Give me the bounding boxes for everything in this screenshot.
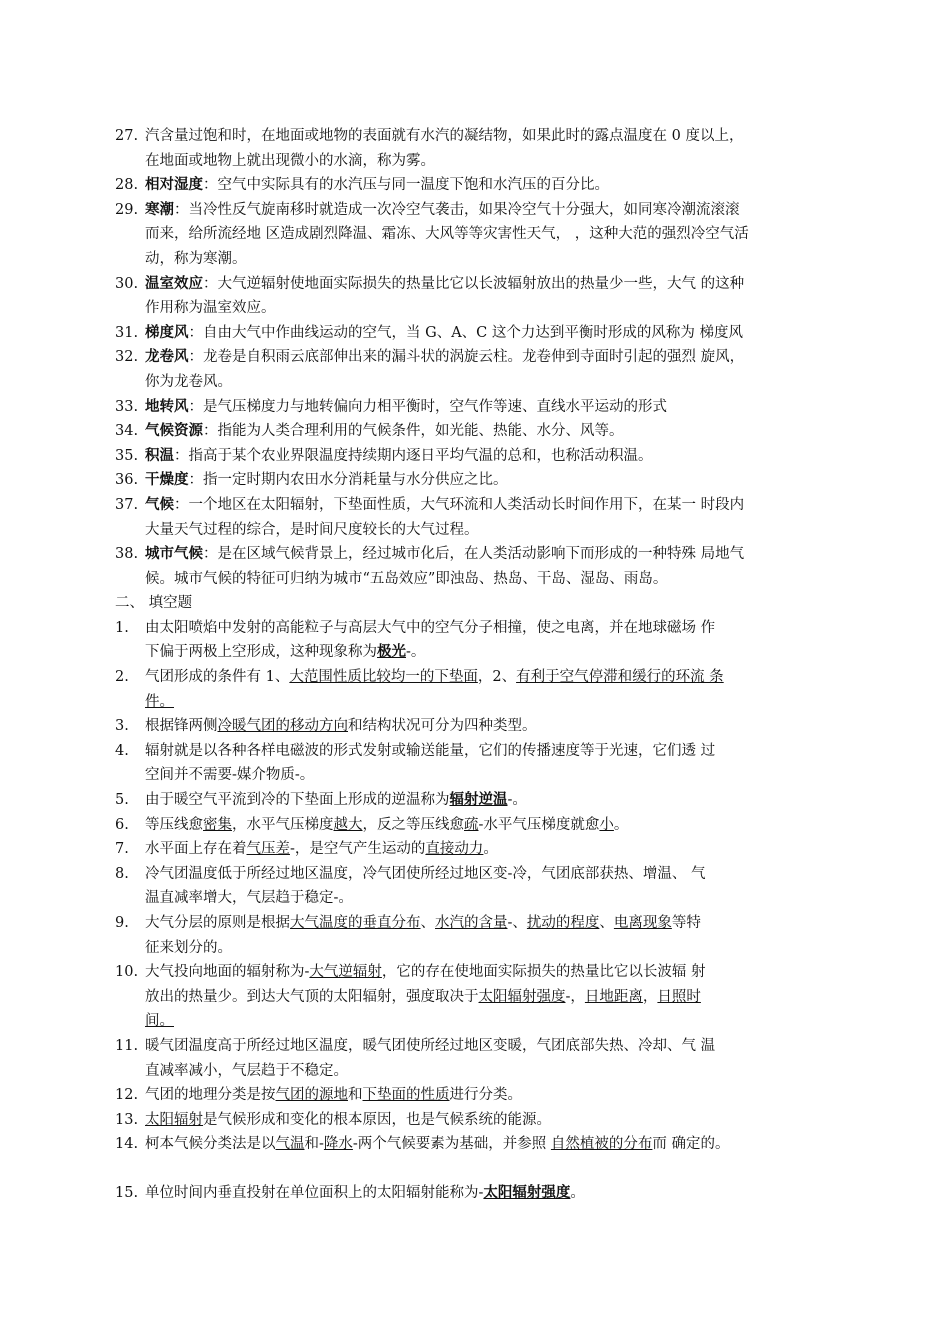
item-line — [145, 714, 855, 739]
body-text: 你为龙卷风。 — [145, 373, 232, 390]
item-line — [145, 149, 855, 174]
item-number: 11. — [115, 1037, 139, 1054]
item-number: 6. — [115, 816, 129, 833]
item-line — [145, 272, 855, 297]
item-number: 28. — [115, 177, 139, 194]
body-text: 空间并不需要-媒介物质-。 — [145, 767, 315, 784]
item-line — [145, 468, 855, 493]
fill-in-blank-item — [115, 1034, 855, 1083]
item-number: 12. — [115, 1087, 139, 1104]
term-label: 寒潮 — [145, 200, 174, 218]
item-line — [145, 788, 855, 813]
body-text: ：大气逆辐射使地面实际损失的热量比它以长波辐射放出的热量少一些，大气 的这种 — [203, 275, 745, 292]
body-text: 柯本气候分类法是以 — [145, 1136, 276, 1153]
item-number: 8. — [115, 865, 129, 882]
body-text: ：空气中实际具有的水汽压与同一温度下饱和水汽压的百分比。 — [203, 177, 609, 194]
item-number: 2. — [115, 669, 129, 686]
body-text: -两个气候要素为基础，并参照 — [352, 1136, 551, 1153]
body-text: ，水平气压梯度 — [232, 816, 334, 833]
fill-in-blank-item — [115, 1132, 855, 1157]
body-text: 等压线愈 — [145, 816, 203, 833]
item-number: 37. — [115, 496, 139, 513]
item-number: 5. — [115, 792, 129, 809]
answer-text: 太阳辐射 — [145, 1111, 203, 1128]
body-text: 冷气团温度低于所经过地区温度，冷气团使所经过地区变-冷，气团底部获热、增温、 气 — [145, 865, 706, 882]
body-text: 气团的地理分类是按 — [145, 1087, 276, 1104]
body-text: 作用称为温室效应。 — [145, 300, 276, 317]
body-text: 在地面或地物上就出现微小的水滴，称为雾。 — [145, 152, 435, 169]
body-text: ， — [642, 988, 658, 1005]
definition-item — [115, 395, 855, 420]
body-text: 暖气团温度高于所经过地区温度，暖气团使所经过地区变暖，气团底部失热、冷却、气 温 — [145, 1037, 716, 1054]
body-text: -。 — [507, 792, 527, 809]
body-text: 根据锋两侧 — [145, 718, 218, 735]
body-text: -水平气压梯度就愈 — [478, 816, 600, 833]
body-text: ：龙卷是自积雨云底部伸出来的漏斗状的涡旋云柱。龙卷伸到寺面时引起的强烈 旋风， — [188, 349, 745, 366]
item-line — [145, 395, 855, 420]
item-number: 13. — [115, 1111, 139, 1128]
term-label: 相对湿度 — [145, 176, 203, 194]
item-line — [145, 911, 855, 936]
item-line — [145, 862, 855, 887]
answer-text: 日照时 — [657, 988, 701, 1005]
body-text: 单位时间内垂直投射在单位面积上的太阳辐射能称为- — [145, 1184, 484, 1201]
fill-in-blanks-list — [115, 616, 855, 1206]
term-label: 干燥度 — [145, 471, 189, 489]
fill-in-blank-item — [115, 837, 855, 862]
item-line — [145, 690, 855, 715]
body-text: 。 — [483, 841, 498, 858]
answer-text: 降水 — [323, 1136, 353, 1153]
body-text: ：是在区域气候背景上，经过城市化后，在人类活动影响下而形成的一种特殊 局地气 — [203, 546, 745, 563]
answer-text: 大气温度的垂直分布 — [290, 915, 421, 931]
body-text: ：自由大气中作曲线运动的空气，当 G、A、C 这个力达到平衡时形成的风称为 梯度风 — [188, 324, 743, 341]
answer-text: 大范围性质比较均一的下垫面 — [289, 669, 478, 686]
fill-in-blank-item — [115, 862, 855, 911]
answer-text: 有利于空气停滞和缓行的环流 条 — [516, 669, 724, 686]
answer-text: 间。 — [145, 1013, 174, 1030]
body-text: 大气投向地面的辐射称为- — [145, 964, 310, 981]
item-number: 9. — [115, 915, 129, 931]
body-text: 进行分类。 — [449, 1087, 522, 1104]
item-line — [145, 763, 855, 788]
definition-item — [115, 542, 855, 591]
answer-text: 气团的源地 — [275, 1087, 348, 1104]
body-text: ：指一定时期内农田水分消耗量与水分供应之比。 — [188, 472, 508, 489]
item-number: 35. — [115, 447, 139, 464]
item-line — [145, 542, 855, 567]
body-text: 由于暖空气平流到冷的下垫面上形成的逆温称为 — [145, 792, 450, 809]
term-label: 城市气候 — [145, 545, 203, 563]
item-line — [145, 739, 855, 764]
body-text: 是气候形成和变化的根本原因，也是气候系统的能源。 — [203, 1111, 551, 1128]
item-number: 10. — [115, 964, 139, 981]
definition-item — [115, 173, 855, 198]
item-number: 32. — [115, 349, 139, 366]
answer-text: 件。 — [145, 693, 174, 710]
item-line — [145, 247, 855, 272]
body-text: 、 — [420, 915, 435, 931]
item-line — [145, 665, 855, 690]
body-text: 而来，给所流经地 区造成剧烈降温、霜冻、大风等等灾害性天气， ，这种大范的强烈冷空气活 — [145, 226, 749, 243]
body-text: 等特 — [671, 915, 701, 931]
definition-item — [115, 493, 855, 542]
term-label: 温室效应 — [145, 274, 203, 292]
term-label: 积温 — [145, 446, 174, 464]
item-line — [145, 222, 855, 247]
answer-text: 辐射逆温 — [449, 791, 508, 809]
fill-in-blank-item — [115, 788, 855, 813]
fill-in-blank-item — [115, 665, 855, 714]
body-text: 辐射就是以各种各样电磁波的形式发射或输送能量，它们的传播速度等于光速，它们透 过 — [145, 742, 716, 759]
item-number: 1. — [115, 619, 129, 636]
item-line — [145, 1083, 855, 1108]
body-text: ，2、 — [477, 669, 517, 686]
item-line — [145, 1108, 855, 1133]
item-line — [145, 837, 855, 862]
fill-in-blank-item — [115, 1108, 855, 1133]
item-number: 33. — [115, 398, 139, 415]
body-text: -， — [565, 988, 585, 1005]
item-number: 30. — [115, 275, 139, 292]
definition-item — [115, 124, 855, 173]
answer-text: 密集 — [203, 816, 232, 833]
fill-in-blank-item — [115, 813, 855, 838]
item-line — [145, 936, 855, 961]
body-text: 大气分层的原则是根据 — [145, 915, 290, 931]
fill-in-blank-item — [115, 960, 855, 1034]
item-number: 7. — [115, 841, 129, 858]
item-number: 34. — [115, 423, 139, 440]
answer-text: 水汽的含量 — [435, 915, 508, 931]
section-title: 二、 填空题 — [115, 595, 193, 612]
answer-text: 小 — [599, 816, 614, 833]
definition-item — [115, 272, 855, 321]
term-label: 梯度风 — [145, 323, 189, 341]
item-number: 14. — [115, 1136, 139, 1153]
item-line — [145, 1132, 855, 1157]
term-label: 气候 — [145, 495, 174, 513]
item-line — [145, 518, 855, 543]
answer-text: 直接动力 — [425, 841, 484, 858]
body-text: ：指高于某个农业界限温度持续期内逐日平均气温的总和，也称活动积温。 — [174, 447, 653, 464]
answer-text: 电离现象 — [613, 915, 672, 931]
fill-in-blank-item — [115, 911, 855, 960]
definition-item — [115, 444, 855, 469]
item-number: 27. — [115, 128, 139, 144]
body-text: ，反之等压线愈 — [362, 816, 464, 833]
item-line — [145, 1059, 855, 1084]
body-text: 和 — [348, 1087, 363, 1104]
body-text: 直减率减小，气层趋于不稳定。 — [145, 1062, 348, 1079]
body-text: -，是空气产生运动的 — [290, 841, 426, 858]
item-line — [145, 813, 855, 838]
body-text: 大量天气过程的综合，是时间尺度较长的大气过程。 — [145, 521, 479, 538]
answer-text: 越大 — [333, 816, 363, 833]
body-text: 气团形成的条件有 1、 — [145, 669, 290, 686]
answer-text: 日地距离 — [584, 988, 643, 1005]
answer-text: 自然植被的分布 — [550, 1136, 653, 1153]
item-line — [145, 960, 855, 985]
body-text: ：当冷性反气旋南移时就造成一次冷空气袭击，如果冷空气十分强大，如同寒冷潮流滚滚 — [174, 201, 740, 218]
item-line — [145, 886, 855, 911]
item-number: 31. — [115, 324, 139, 341]
answer-text: 大气逆辐射 — [309, 964, 382, 981]
blank-line — [115, 1157, 855, 1181]
item-number: 38. — [115, 546, 139, 563]
fill-in-blank-item — [115, 1083, 855, 1108]
answer-text: 太阳辐射强度 — [483, 1183, 571, 1201]
answer-text: 冷暖气团的移动方向 — [217, 718, 348, 735]
answer-text: 极光 — [377, 643, 406, 661]
body-text: 候。城市气候的特征可归纳为城市“五岛效应”即浊岛、热岛、干岛、湿岛、雨岛。 — [145, 570, 668, 587]
body-text: 放出的热量少。到达大气顶的太阳辐射，强度取决于 — [145, 988, 479, 1005]
body-text: ，它的存在使地面实际损失的热量比它以长波辐 射 — [381, 964, 706, 981]
item-line — [145, 296, 855, 321]
body-text: ：指能为人类合理利用的气候条件，如光能、热能、水分、风等。 — [203, 423, 624, 440]
fill-in-blank-item — [115, 1181, 855, 1206]
definition-item — [115, 419, 855, 444]
body-text: 和- — [304, 1136, 324, 1153]
item-line — [145, 640, 855, 665]
body-text: 。 — [570, 1184, 585, 1201]
definition-item — [115, 321, 855, 346]
body-text: 由太阳喷焰中发射的高能粒子与高层大气中的空气分子相撞，使之电离，并在地球磁场 作 — [145, 619, 716, 636]
definition-item — [115, 468, 855, 493]
body-text: ：一个地区在太阳辐射，下垫面性质，大气环流和人类活动长时间作用下，在某一 时段内 — [174, 496, 745, 513]
item-number: 15. — [115, 1184, 139, 1201]
body-text: -、 — [507, 915, 527, 931]
body-text: 。 — [613, 816, 629, 833]
body-text: 而 确定的。 — [652, 1136, 730, 1153]
answer-text: 气压差 — [246, 841, 290, 858]
answer-text: 扰动的程度 — [526, 915, 600, 931]
body-text: ：是气压梯度力与地转偏向力相平衡时，空气作等速、直线水平运动的形式 — [188, 398, 667, 415]
body-text: 、 — [599, 915, 614, 931]
definition-item — [115, 198, 855, 272]
answer-text: 太阳辐射强度 — [478, 988, 566, 1005]
body-text: 温直减率增大，气层趋于稳定-。 — [145, 890, 353, 907]
answer-text: 气温 — [275, 1136, 305, 1153]
item-line — [145, 616, 855, 641]
body-text: 动，称为寒潮。 — [145, 250, 247, 267]
item-line — [145, 493, 855, 518]
term-label: 龙卷风 — [145, 348, 189, 366]
item-number: 29. — [115, 201, 139, 218]
body-text: 水平面上存在着 — [145, 841, 247, 858]
item-line — [145, 198, 855, 223]
item-number: 3. — [115, 718, 129, 735]
item-line — [145, 321, 855, 346]
definitions-list — [115, 124, 855, 591]
item-line — [145, 1009, 855, 1034]
item-line — [145, 985, 855, 1010]
fill-in-blank-item — [115, 714, 855, 739]
answer-text: 下垫面的性质 — [362, 1087, 450, 1104]
item-line — [145, 444, 855, 469]
fill-in-blank-item — [115, 616, 855, 665]
item-line — [145, 370, 855, 395]
document-body — [115, 124, 855, 1206]
fill-in-blank-item — [115, 739, 855, 788]
answer-text: 疏 — [464, 816, 479, 833]
body-text: 和结构状况可分为四种类型。 — [348, 718, 537, 735]
body-text: -。 — [406, 644, 426, 661]
item-line — [145, 1181, 855, 1206]
item-line — [145, 1034, 855, 1059]
item-number: 4. — [115, 742, 129, 759]
item-line — [145, 345, 855, 370]
item-line — [145, 567, 855, 592]
item-number: 36. — [115, 472, 139, 489]
item-line — [145, 124, 855, 149]
term-label: 地转风 — [145, 397, 189, 415]
item-line — [145, 173, 855, 198]
term-label: 气候资源 — [145, 422, 203, 440]
definition-item — [115, 345, 855, 394]
body-text: 汽含量过饱和时，在地面或地物的表面就有水汽的凝结物，如果此时的露点温度在 0 度以上， — [145, 128, 744, 144]
item-line — [145, 419, 855, 444]
body-text: 下偏于两极上空形成，这种现象称为 — [145, 644, 377, 661]
body-text: 征来划分的。 — [145, 939, 232, 956]
